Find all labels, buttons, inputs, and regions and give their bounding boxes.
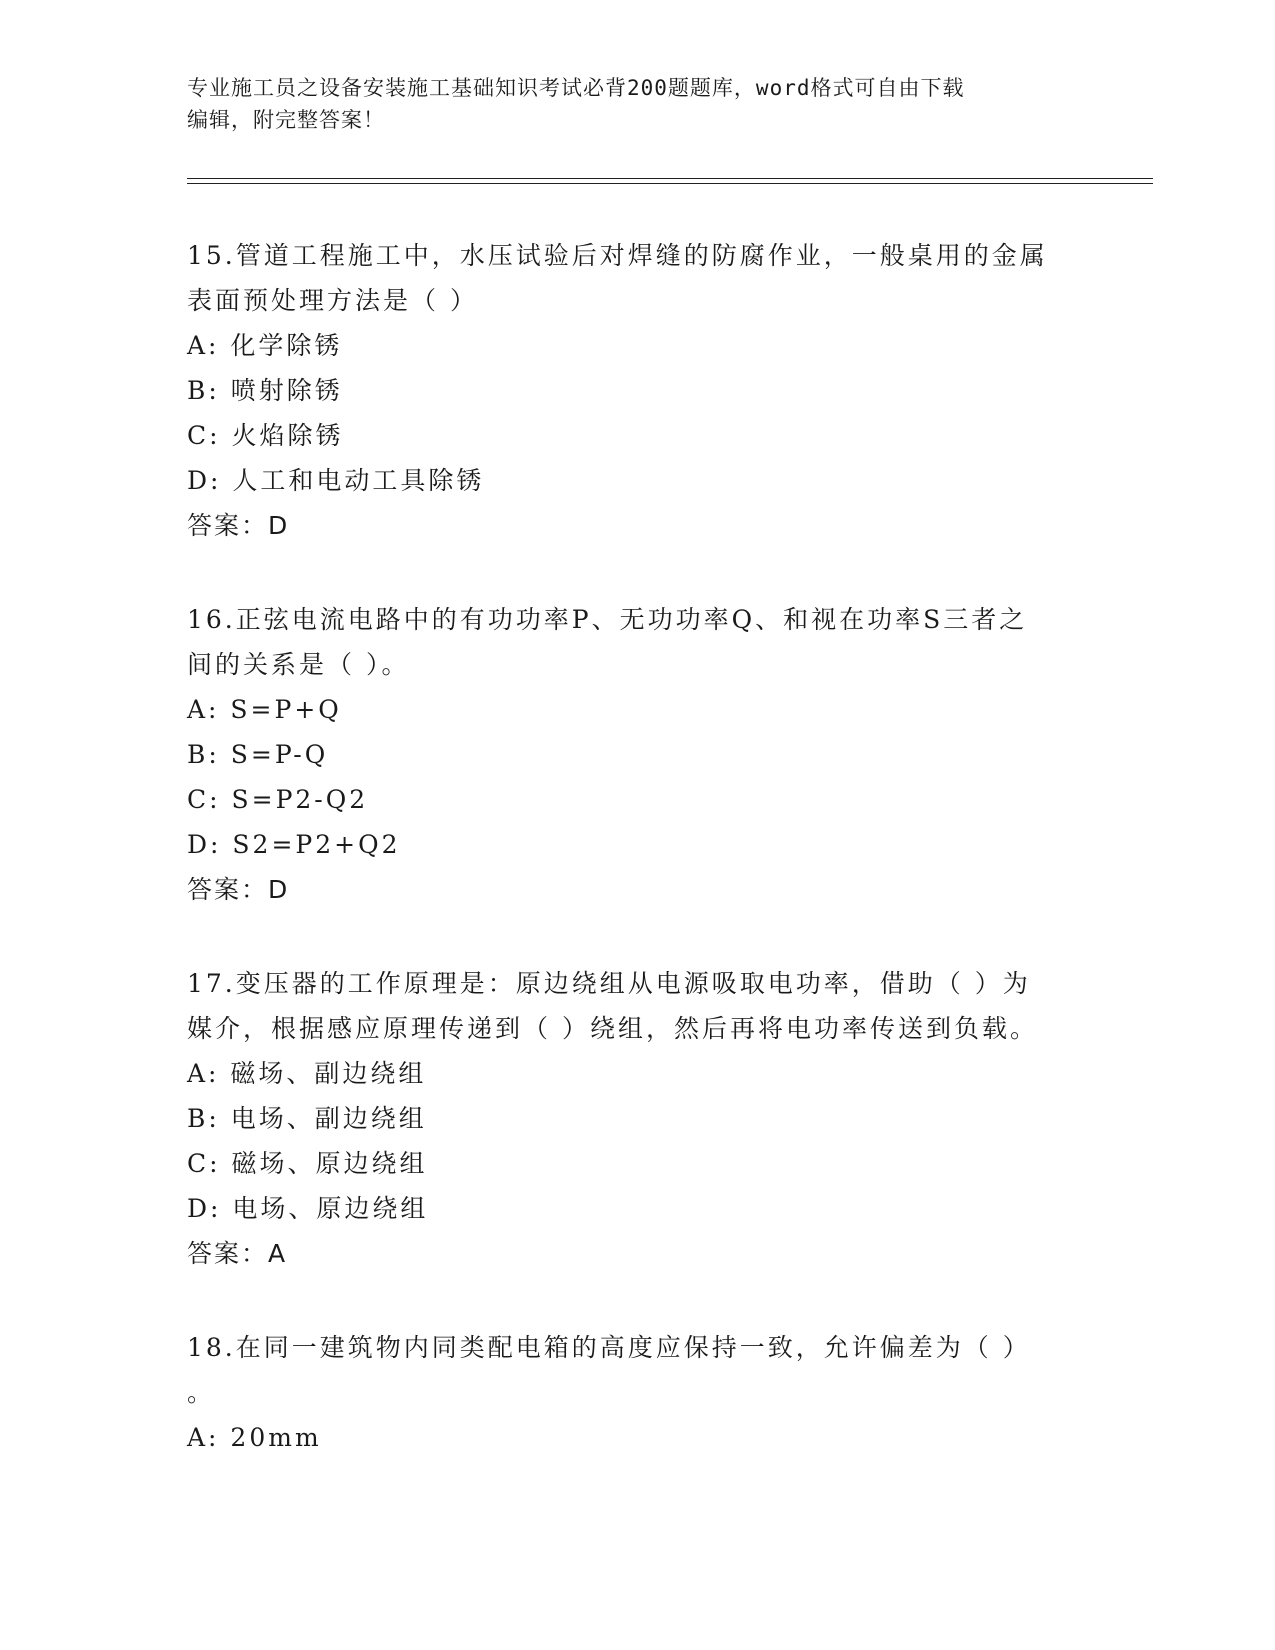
option-a: A: 磁场、副边绕组: [187, 1059, 427, 1088]
header-divider-bottom: [187, 183, 1153, 184]
option-d: D: 电场、原边绕组: [187, 1194, 429, 1223]
question-text-line-2: 间的关系是（ ）。: [187, 650, 410, 679]
option-b: B: 喷射除锈: [187, 376, 343, 405]
option-c: C: 磁场、原边绕组: [187, 1149, 428, 1178]
question-text-line-1: 18.在同一建筑物内同类配电箱的高度应保持一致，允许偏差为（ ）: [187, 1333, 1031, 1362]
question-text-line-2: 。: [187, 1378, 216, 1407]
question-17: [187, 961, 1087, 1276]
document-header: [187, 72, 1067, 136]
header-divider-top: [187, 178, 1153, 179]
option-c: C: S=P2-Q2: [187, 785, 369, 814]
option-b: B: S=P-Q: [187, 740, 329, 769]
option-a: A: 20mm: [187, 1423, 322, 1452]
question-text-line-2: 表面预处理方法是（ ）: [187, 286, 478, 315]
option-a: A: S=P+Q: [187, 695, 342, 724]
header-line-2: 编辑，附完整答案！: [187, 108, 385, 132]
answer: 答案：D: [187, 511, 290, 540]
answer: 答案：D: [187, 875, 290, 904]
option-a: A: 化学除锈: [187, 331, 343, 360]
question-text-line-1: 15.管道工程施工中，水压试验后对焊缝的防腐作业，一般桌用的金属: [187, 241, 1048, 270]
option-d: D: S2=P2+Q2: [187, 830, 401, 859]
question-text-line-1: 16.正弦电流电路中的有功功率P、无功功率Q、和视在功率S三者之: [187, 605, 1028, 634]
option-c: C: 火焰除锈: [187, 421, 344, 450]
answer: 答案：A: [187, 1239, 288, 1268]
question-text-line-2: 媒介，根据感应原理传递到（ ）绕组，然后再将电功率传送到负载。: [187, 1014, 1038, 1043]
header-line-1: 专业施工员之设备安装施工基础知识考试必背200题题库，word格式可自由下载: [187, 76, 965, 100]
question-16: [187, 597, 1087, 912]
option-d: D: 人工和电动工具除锈: [187, 466, 485, 495]
question-text-line-1: 17.变压器的工作原理是：原边绕组从电源吸取电功率，借助（ ）为: [187, 969, 1031, 998]
option-b: B: 电场、副边绕组: [187, 1104, 427, 1133]
question-15: [187, 233, 1087, 548]
question-18: [187, 1325, 1087, 1460]
